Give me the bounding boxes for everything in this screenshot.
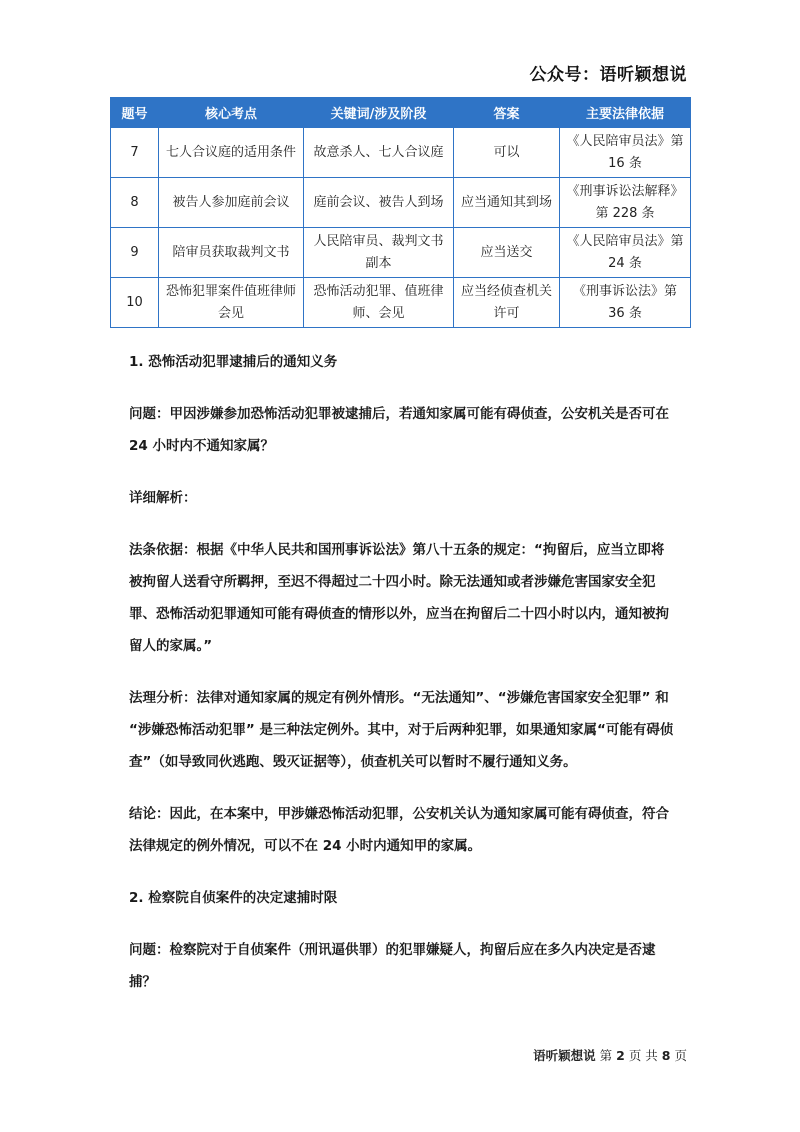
section-heading: 2. 检察院自侦案件的决定逮捕时限 — [129, 890, 338, 906]
table-row — [111, 178, 691, 228]
col-header-keywords: 关键词/涉及阶段 — [304, 98, 454, 128]
cell-answer: 应当送交 — [454, 228, 560, 278]
cell-legal-basis: 《刑事诉讼法》第 36 条 — [560, 278, 691, 328]
table-row — [111, 228, 691, 278]
analysis-label: 详细解析： — [129, 490, 197, 506]
cell-keywords: 恐怖活动犯罪、值班律师、会见 — [304, 278, 454, 328]
page-footer — [533, 1046, 687, 1064]
footer-brand: 语听颖想说 — [533, 1048, 596, 1063]
table-row — [111, 278, 691, 328]
footer-mid: 页 共 — [628, 1048, 658, 1063]
cell-answer: 应当通知其到场 — [454, 178, 560, 228]
section-question: 问题：甲因涉嫌参加恐怖活动犯罪被逮捕后，若通知家属可能有碍侦查，公安机关是否可在 24 小时内不通知家属？ — [129, 406, 669, 454]
cell-number: 8 — [111, 178, 159, 228]
cell-topic: 被告人参加庭前会议 — [159, 178, 304, 228]
legal-reasoning-paragraph: 法理分析：法律对通知家属的规定有例外情形。“无法通知”、“涉嫌危害国家安全犯罪” 和 “涉嫌恐怖活动犯罪” 是三种法定例外。其中，对于后两种犯罪，如果通知家属“可能有碍侦查”（如导致同伙逃跑、毁灭证据等），侦查机关可以暂时不履行通知义务。 — [129, 690, 674, 770]
footer-total-pages: 8 — [661, 1048, 671, 1063]
footer-suffix: 页 — [674, 1048, 687, 1063]
section-question: 问题：检察院对于自侦案件（刑讯逼供罪）的犯罪嫌疑人，拘留后应在多久内决定是否逮捕？ — [129, 942, 656, 990]
legal-basis-paragraph: 法条依据：根据《中华人民共和国刑事诉讼法》第八十五条的规定：“拘留后，应当立即将被拘留人送看守所羁押，至迟不得超过二十四小时。除无法通知或者涉嫌危害国家安全犯罪、恐怖活动犯罪通知可能有碍侦查的情形以外，应当在拘留后二十四小时以内，通知被拘留人的家属。” — [129, 542, 669, 654]
section-heading: 1. 恐怖活动犯罪逮捕后的通知义务 — [129, 354, 338, 370]
table-header-row — [111, 98, 691, 128]
cell-keywords: 故意杀人、七人合议庭 — [304, 128, 454, 178]
cell-legal-basis: 《刑事诉讼法解释》第 228 条 — [560, 178, 691, 228]
answer-summary-table — [110, 97, 691, 328]
cell-number: 7 — [111, 128, 159, 178]
cell-topic: 七人合议庭的适用条件 — [159, 128, 304, 178]
cell-topic: 陪审员获取裁判文书 — [159, 228, 304, 278]
cell-keywords: 人民陪审员、裁判文书副本 — [304, 228, 454, 278]
article-body — [129, 346, 674, 1018]
cell-keywords: 庭前会议、被告人到场 — [304, 178, 454, 228]
footer-page-number: 2 — [616, 1048, 625, 1063]
cell-legal-basis: 《人民陪审员法》第 16 条 — [560, 128, 691, 178]
col-header-number: 题号 — [111, 98, 159, 128]
col-header-topic: 核心考点 — [159, 98, 304, 128]
table-row — [111, 128, 691, 178]
cell-answer: 可以 — [454, 128, 560, 178]
cell-legal-basis: 《人民陪审员法》第 24 条 — [560, 228, 691, 278]
col-header-answer: 答案 — [454, 98, 560, 128]
footer-prefix: 第 — [599, 1048, 613, 1063]
cell-answer: 应当经侦查机关许可 — [454, 278, 560, 328]
cell-topic: 恐怖犯罪案件值班律师会见 — [159, 278, 304, 328]
col-header-legal-basis: 主要法律依据 — [560, 98, 691, 128]
cell-number: 10 — [111, 278, 159, 328]
cell-number: 9 — [111, 228, 159, 278]
brand-header: 公众号：语听颖想说 — [529, 65, 687, 85]
conclusion-paragraph: 结论：因此，在本案中，甲涉嫌恐怖活动犯罪，公安机关认为通知家属可能有碍侦查，符合法律规定的例外情况，可以不在 24 小时内通知甲的家属。 — [129, 806, 669, 854]
